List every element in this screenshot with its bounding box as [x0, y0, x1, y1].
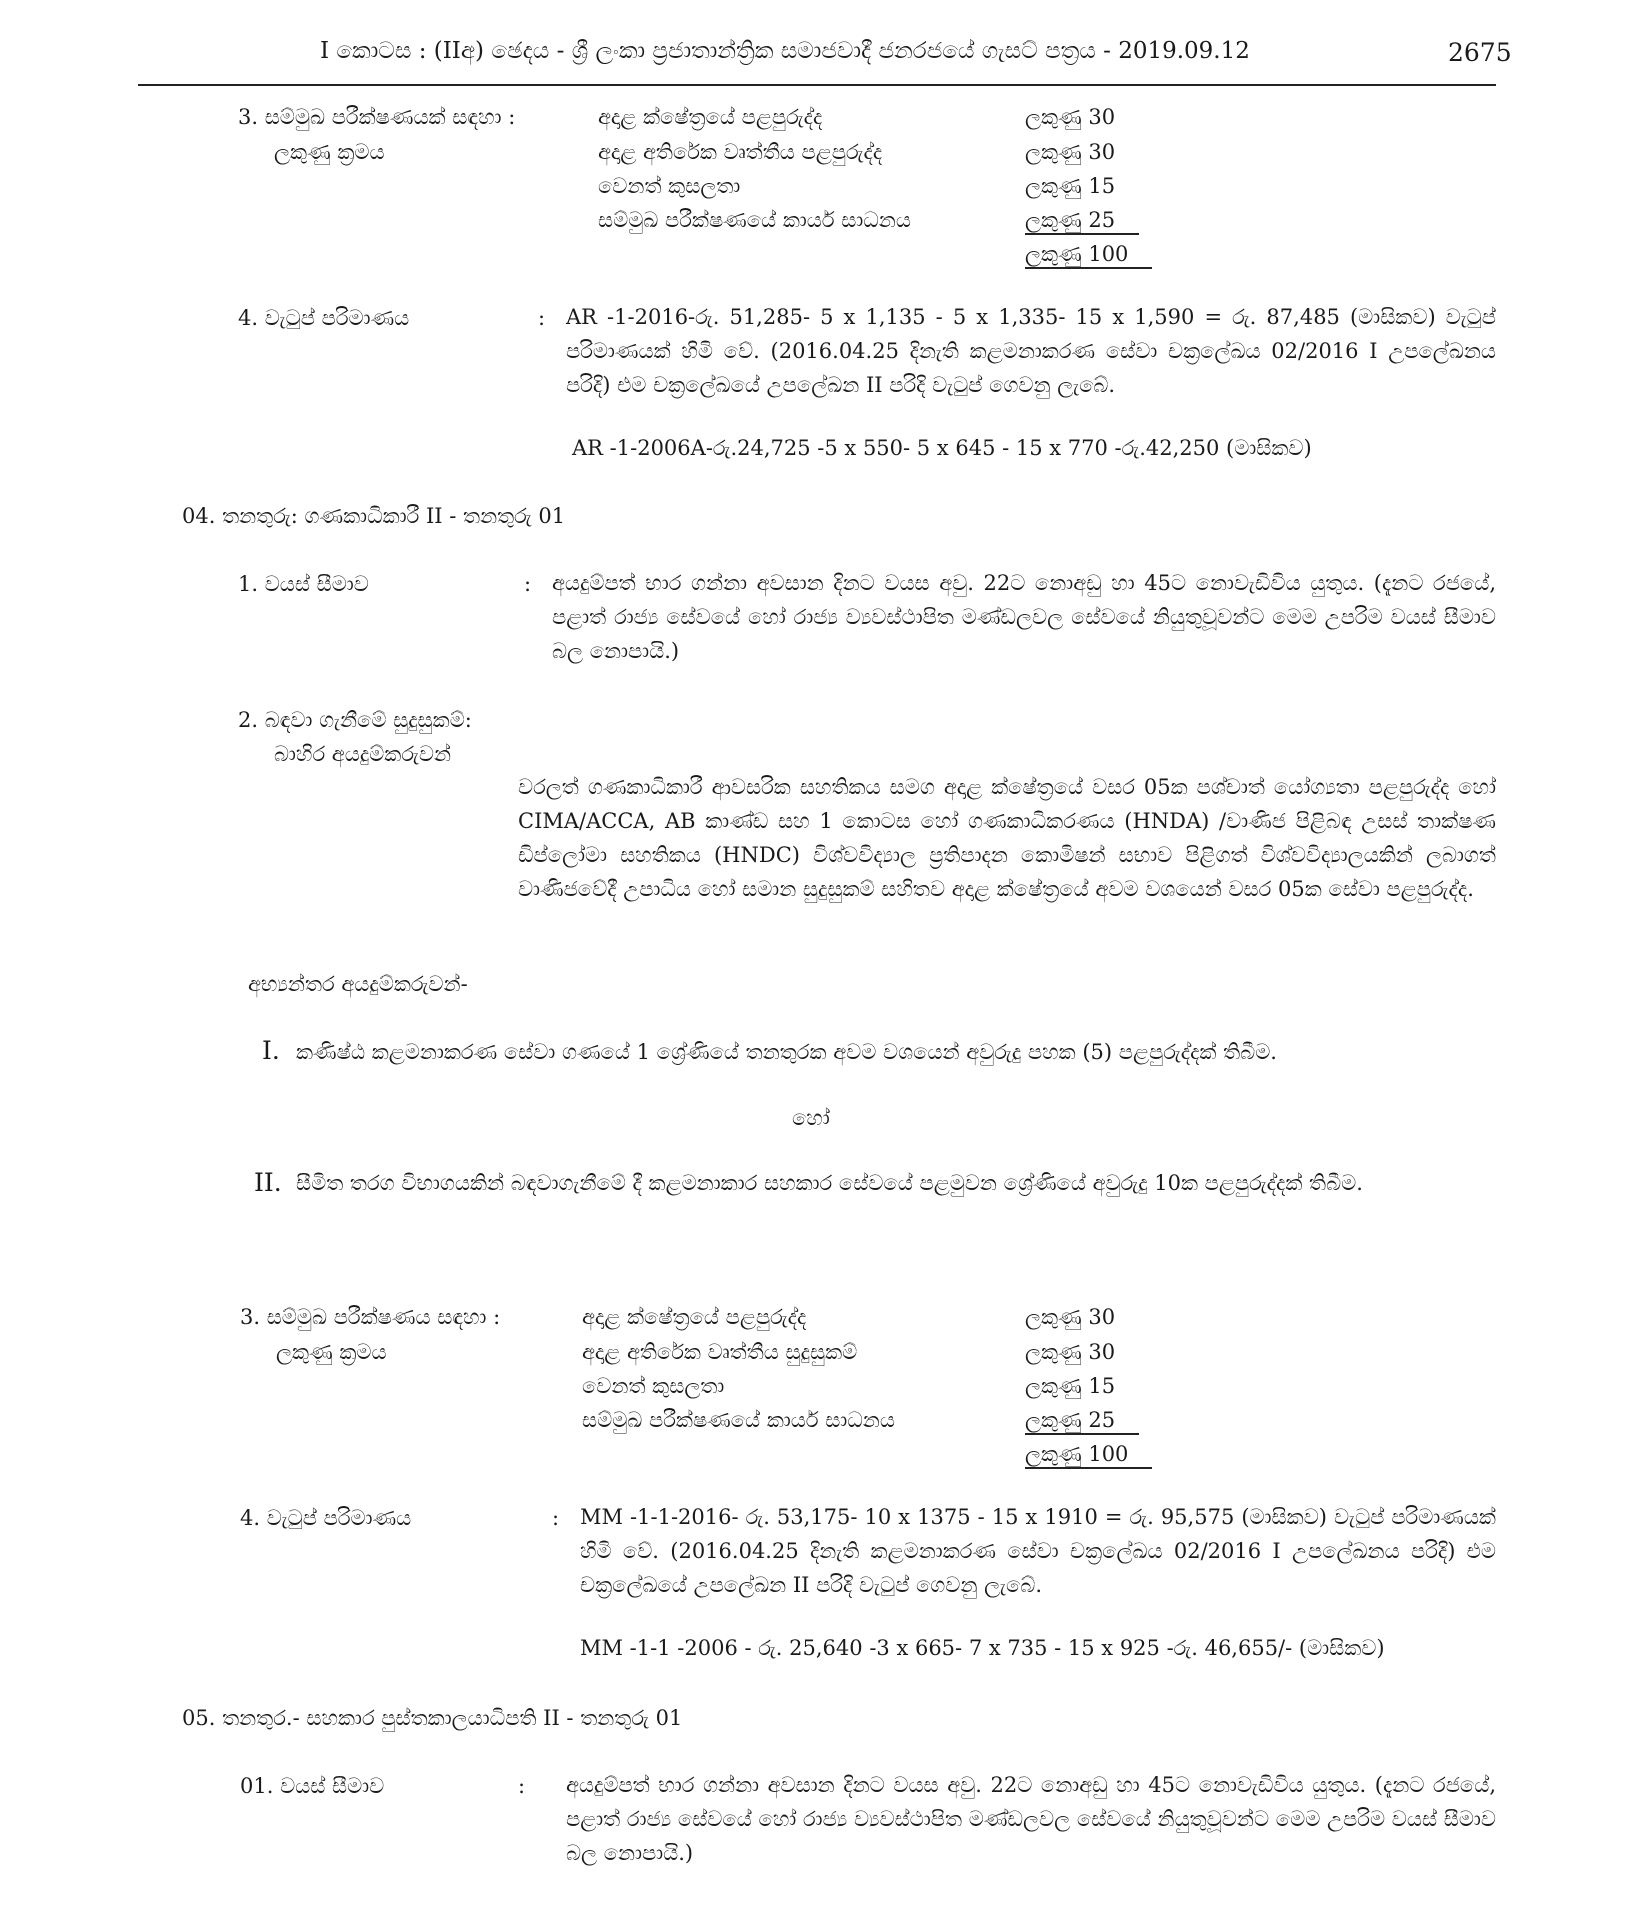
s1-marks-1: ලකුණු 30 — [1025, 105, 1116, 129]
s1-salary-old-scale: AR -1-2006A-රු.24,725 -5 x 550- 5 x 645 - 15 x 770 -රු.42,250 (මාසිකව) — [572, 436, 1312, 460]
s04-internal-i-text: කණිෂ්ඨ කළමනාකරණ සේවා ගණයේ 1 ශ්‍රේණියේ තනතුරක අවම වශයෙන් අවුරුදු පහක (5) පළපුරුද්දක් තිබීම. — [296, 1040, 1277, 1064]
s04-criterion-3: වෙනත් කුසලතා — [582, 1374, 725, 1398]
s05-age-text: අයදුම්පත් භාර ගන්නා අවසාන දිනට වයස අවු. 22ට නොඅඩු හා 45ට නොවැඩිවිය යුතුය. (දැනට රජයේ, පළාත් රාජ්‍ය සේවයේ හෝ රාජ්‍ය ව්‍යවස්ථාපිත මණ්ඩලවල සේවයේ නියුතුවූවන්ට මෙම උපරිම වයස් සීමාව බල නොපායි.) — [566, 1773, 1496, 1865]
s04-item3-label: 3. සම්මුඛ පරීක්ෂණය සඳහා : — [240, 1305, 501, 1329]
s05-age-label: 01. වයස් සීමාව — [240, 1774, 385, 1798]
s04-age-text: අයදුම්පත් භාර ගන්නා අවසාන දිනට වයස අවු. 22ට නොඅඩු හා 45ට නොවැඩිවිය යුතුය. (දැනට රජයේ, පළාත් රාජ්‍ය සේවයේ හෝ රාජ්‍ය ව්‍යවස්ථාපිත මණ්ඩලවල සේවයේ නියුතුවූවන්ට මෙම උපරිම වයස් සීමාව බල නොපායි.) — [552, 571, 1496, 663]
s1-item3-label-line2: ලකුණු ක්‍රමය — [274, 140, 385, 164]
s04-quals-external-text: වරලත් ගණකාධිකාරී ආවසරික සහතිකය සමග අදාළ ක්ෂේත්‍රයේ වසර 05ක පශ්චාත් යෝග්‍යතා පළපුරුද්ද හෝ CIMA/ACCA, AB කාණ්ඩ සහ 1 කොටස හෝ ගණකාධිකරණය (HNDA) /වාණිජ පිළිබඳ උසස් තාක්ෂණ ඩිප්ලෝමා සහතිකය (HNDC) විශ්වවිද්‍යාල ප්‍රතිපාදන කොමිෂන් සභාව පිළිගත් විශ්වවිද්‍යාලයකින් ලබාගත් වාණිජවේදී උපාධිය හෝ සමාන සුදුසුකම් සහිතව අදාළ ක්ෂේත්‍රයේ අවම වශයෙන් වසර 05ක සේවා පළපුරුද්ද. — [518, 775, 1496, 901]
s1-marks-2: ලකුණු 30 — [1025, 140, 1116, 164]
s1-marks-4: ලකුණු 25 — [1025, 208, 1139, 235]
s04-marks-1: ලකුණු 30 — [1025, 1305, 1116, 1329]
s04-quals-external-label: බාහිර අයදුම්කරුවන් — [274, 742, 452, 766]
s04-criterion-2: අදාළ අතිරේක වෘත්තීය සුදුසුකම් — [582, 1340, 858, 1364]
s04-marks-2: ලකුණු 30 — [1025, 1340, 1116, 1364]
page-number: 2675 — [1448, 38, 1512, 67]
s05-age-colon: : — [518, 1774, 526, 1798]
s04-marks-total: ලකුණු 100 — [1025, 1442, 1152, 1469]
s04-internal-ii-num: II. — [254, 1168, 282, 1197]
s04-internal-or: හෝ — [792, 1106, 830, 1130]
s04-marks-3: ලකුණු 15 — [1025, 1374, 1116, 1398]
s04-heading: 04. තනතුරු: ගණකාධිකාරී II - තනතුරු 01 — [182, 504, 566, 528]
s1-criterion-3: වෙනත් කුසලතා — [598, 174, 741, 198]
s04-marks-4: ලකුණු 25 — [1025, 1408, 1139, 1435]
s04-salary-text: MM -1-1-2016- රු. 53,175- 10 x 1375 - 15 x 1910 = රු. 95,575 (මාසිකව) වැටුප් පරිමාණයක් හිමි වේ. (2016.04.25 දිනැති කළමනාකරණ සේවා චක්‍රලේඛය 02/2016 I උපලේඛනය පරිදි) එම චක්‍රලේඛයේ උපලේඛන II පරිදි වැටුප් ගෙවනු ලැබේ. — [580, 1505, 1496, 1597]
s04-salary-old-scale: MM -1-1 -2006 - රු. 25,640 -3 x 665- 7 x 735 - 15 x 925 -රු. 46,655/- (මාසිකව) — [580, 1636, 1385, 1660]
s1-marks-3: ලකුණු 15 — [1025, 174, 1116, 198]
s04-quals-label: 2. බඳවා ගැනීමේ සුදුසුකම්: — [238, 708, 472, 732]
s1-criterion-2: අදාළ අතිරේක වෘත්තීය පළපුරුද්ද — [598, 140, 883, 164]
s05-heading: 05. තනතුර.- සහකාර පුස්තකාලයාධිපති II - තනතුරු 01 — [182, 1706, 683, 1730]
s1-salary-colon: : — [538, 306, 546, 330]
s04-age-colon: : — [524, 572, 532, 596]
gazette-header-title: I කොටස : (IIඅ) ඡෙදය - ශ්‍රී ලංකා ප්‍රජාතාන්ත්‍රික සමාජවාදී ජනරජයේ ගැසට් පත්‍රය - 2019.09.12 — [320, 38, 1250, 64]
s04-salary-colon: : — [552, 1506, 560, 1530]
s1-item3-label: 3. සම්මුඛ පරීක්ෂණයක් සඳහා : — [238, 105, 516, 129]
s04-internal-ii-text: සීමිත තරග විභාගයකින් බඳවාගැනීමේ දී කළමනාකාර සහකාර සේවයේ පළමුවන ශ්‍රේණියේ අවුරුදු 10ක පළපුරුද්දක් තිබීම. — [296, 1171, 1363, 1195]
s04-criterion-4: සම්මුඛ පරීක්ෂණයේ කාර්ය සාධනය — [582, 1408, 895, 1432]
s04-salary-label: 4. වැටුප් පරිමාණය — [240, 1506, 412, 1530]
s1-criterion-4: සම්මුඛ පරීක්ෂණයේ කාර්ය සාධනය — [598, 208, 911, 232]
s1-marks-total: ලකුණු 100 — [1025, 242, 1152, 269]
s04-criterion-1: අදාළ ක්ෂේත්‍රයේ පළපුරුද්ද — [582, 1305, 807, 1329]
s04-internal-heading: අභ්‍යන්තර අයදුම්කරුවන්- — [248, 972, 468, 996]
header-rule — [138, 84, 1496, 86]
s04-age-label: 1. වයස් සීමාව — [238, 572, 369, 596]
s1-criterion-1: අදාළ ක්ෂේත්‍රයේ පළපුරුද්ද — [598, 105, 823, 129]
s04-item3-label-line2: ලකුණු ක්‍රමය — [276, 1340, 387, 1364]
s1-salary-label: 4. වැටුප් පරිමාණය — [238, 306, 410, 330]
s1-salary-text: AR -1-2016-රු. 51,285- 5 x 1,135 - 5 x 1,335- 15 x 1,590 = රු. 87,485 (මාසිකව) වැටුප් පරිමාණයක් හිමි වේ. (2016.04.25 දිනැති කළමනාකරණ සේවා චක්‍රලේඛය 02/2016 I උපලේඛනය පරිදි) එම චක්‍රලේඛයේ උපලේඛන II පරිදි වැටුප් ගෙවනු ලැබේ. — [566, 305, 1496, 397]
s04-internal-i-num: I. — [262, 1036, 280, 1065]
